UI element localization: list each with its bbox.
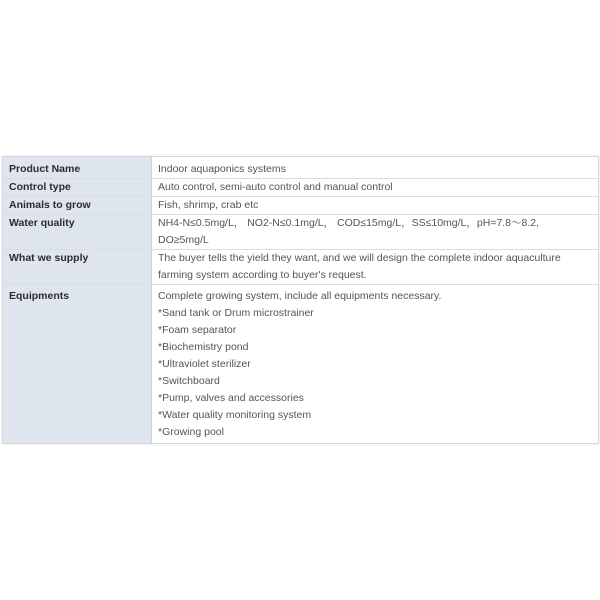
table-row-what-we-supply xyxy=(3,250,598,285)
value-line: *Water quality monitoring system xyxy=(158,409,312,421)
value-line: farming system according to buyer's request. xyxy=(158,269,367,281)
value-line: *Ultraviolet sterilizer xyxy=(158,358,251,370)
spec-table-container xyxy=(2,156,599,444)
value-line: Auto control, semi-auto control and manual control xyxy=(158,181,393,193)
value-line: *Biochemistry pond xyxy=(158,341,249,353)
row-label: Product Name xyxy=(3,157,152,179)
row-label: What we supply xyxy=(3,250,152,285)
row-value xyxy=(152,250,599,285)
table-row-product-name xyxy=(3,157,598,179)
value-line: *Pump, valves and accessories xyxy=(158,392,304,404)
value-line: *Switchboard xyxy=(158,375,220,387)
row-label: Water quality xyxy=(3,215,152,250)
value-line: Complete growing system, include all equipments necessary. xyxy=(158,290,442,302)
value-line: Indoor aquaponics systems xyxy=(158,163,286,175)
row-label: Control type xyxy=(3,179,152,197)
row-value xyxy=(152,215,599,250)
table-row-control-type xyxy=(3,179,598,197)
row-value xyxy=(152,197,599,215)
table-row-water-quality xyxy=(3,215,598,250)
row-value xyxy=(152,179,599,197)
value-line: *Foam separator xyxy=(158,324,237,336)
row-value xyxy=(152,157,599,179)
value-line: *Sand tank or Drum microstrainer xyxy=(158,307,314,319)
value-line: The buyer tells the yield they want, and we will design the complete indoor aquaculture xyxy=(158,252,561,264)
value-line: DO≥5mg/L xyxy=(158,234,209,246)
row-label: Animals to grow xyxy=(3,197,152,215)
row-value xyxy=(152,285,599,444)
row-label: Equipments xyxy=(3,285,152,444)
value-line: *Growing pool xyxy=(158,426,224,438)
spec-table xyxy=(3,157,598,443)
table-row-equipments xyxy=(3,285,598,444)
value-line: NH4-N≤0.5mg/L， NO2-N≤0.1mg/L， COD≤15mg/L，SS≤10mg/L，pH=7.8～8.2, xyxy=(158,217,540,229)
value-line: Fish, shrimp, crab etc xyxy=(158,199,259,211)
table-row-animals xyxy=(3,197,598,215)
